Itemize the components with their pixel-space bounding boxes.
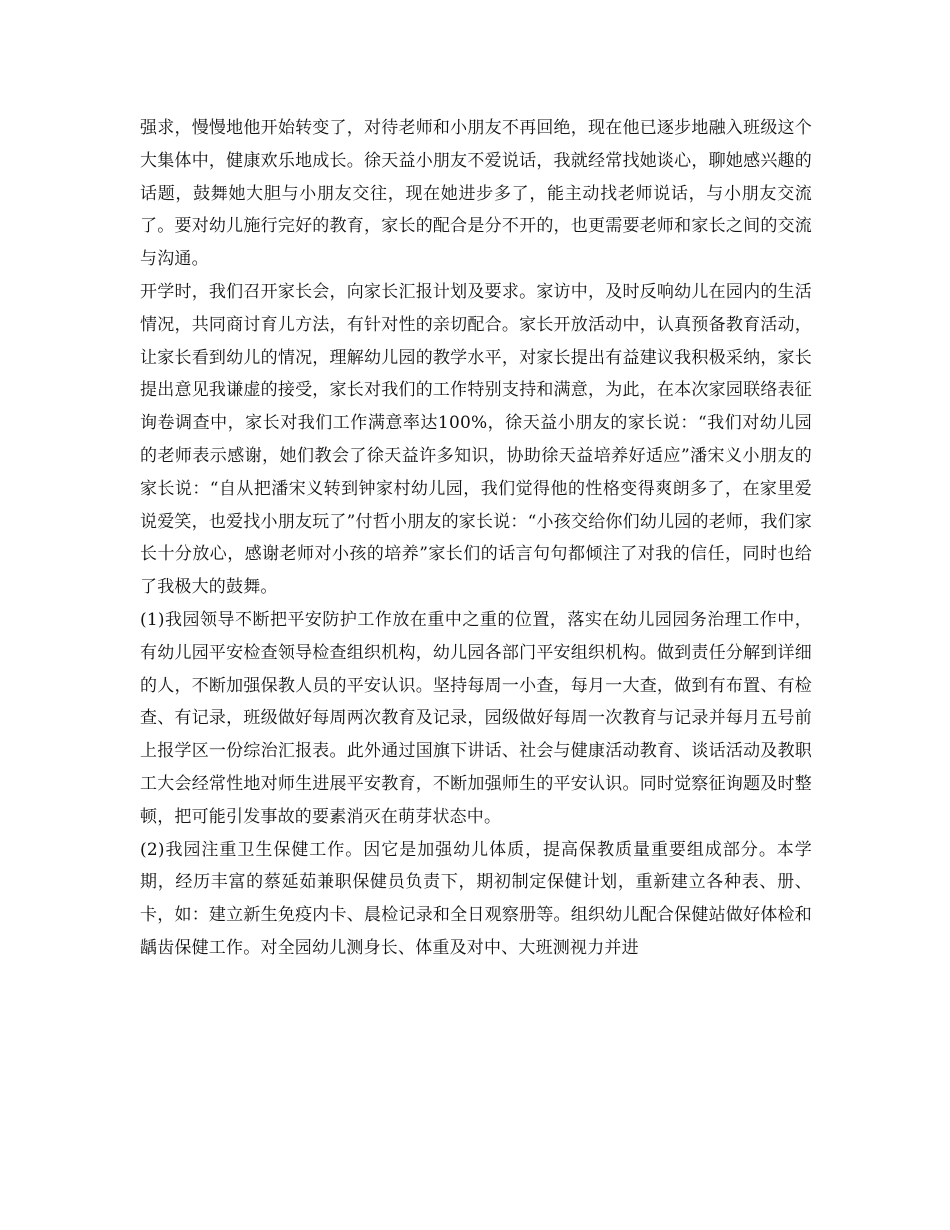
- paragraph-health-care: (2)我园注重卫生保健工作。因它是加强幼儿体质，提高保教质量重要组成部分。本学期，经历丰富的蔡延茹兼职保健员负责下，期初制定保健计划，重新建立各种表、册、卡，如：建立新生免疫内卡、晨检记录和全日观察册等。组织幼儿配合保健站做好体检和龋齿保健工作。对全园幼儿测身长、体重及对中、大班测视力并进: [140, 839, 812, 958]
- paragraph-safety-work: (1)我园领导不断把平安防护工作放在重中之重的位置，落实在幼儿园园务治理工作中，有幼儿园平安检查领导检查组织机构，幼儿园各部门平安组织机构。做到责任分解到详细的人，不断加强保教人员的平安认识。坚持每周一小查，每月一大查，做到有布置、有检查、有记录，班级做好每周两次教育及记录，园级做好每周一次教育与记录并每月五号前上报学区一份综治汇报表。此外通过国旗下讲话、社会与健康活动教育、谈话活动及教职工大会经常性地对师生进展平安教育，不断加强师生的平安认识。同时觉察征询题及时整顿，把可能引发事故的要素消灭在萌芽状态中。: [140, 609, 812, 827]
- paragraph-parent-communication: 强求，慢慢地他开始转变了，对待老师和小朋友不再回绝，现在他已逐步地融入班级这个大集体中，健康欢乐地成长。徐天益小朋友不爱说话，我就经常找她谈心，聊她感兴趣的话题，鼓舞她大胆与小朋友交往，现在她进步多了，能主动找老师说话，与小朋友交流了。要对幼儿施行完好的教育，家长的配合是分不开的，也更需要老师和家长之间的交流与沟通。: [140, 118, 812, 270]
- paragraph-parent-meeting: 开学时，我们召开家长会，向家长汇报计划及要求。家访中，及时反响幼儿在园内的生活情况，共同商讨育儿方法，有针对性的亲切配合。家长开放活动中，认真预备教育活动，让家长看到幼儿的情况，理解幼儿园的教学水平，对家长提出有益建议我积极采纳，家长提出意见我谦虚的接受，家长对我们的工作特别支持和满意，为此，在本次家园联络表征询卷调查中，家长对我们工作满意率达100%，徐天益小朋友的家长说：“我们对幼儿园的老师表示感谢，她们教会了徐天益许多知识，协助徐天益培养好适应”潘宋义小朋友的家长说：“自从把潘宋义转到钟家村幼儿园，我们觉得他的性格变得爽朗多了，在家里爱说爱笑，也爱找小朋友玩了”付哲小朋友的家长说：“小孩交给你们幼儿园的老师，我们家长十分放心，感谢老师对小孩的培养”家长们的话言句句都倾注了对我的信任，同时也给了我极大的鼓舞。: [140, 281, 812, 598]
- document-page: [140, 112, 812, 965]
